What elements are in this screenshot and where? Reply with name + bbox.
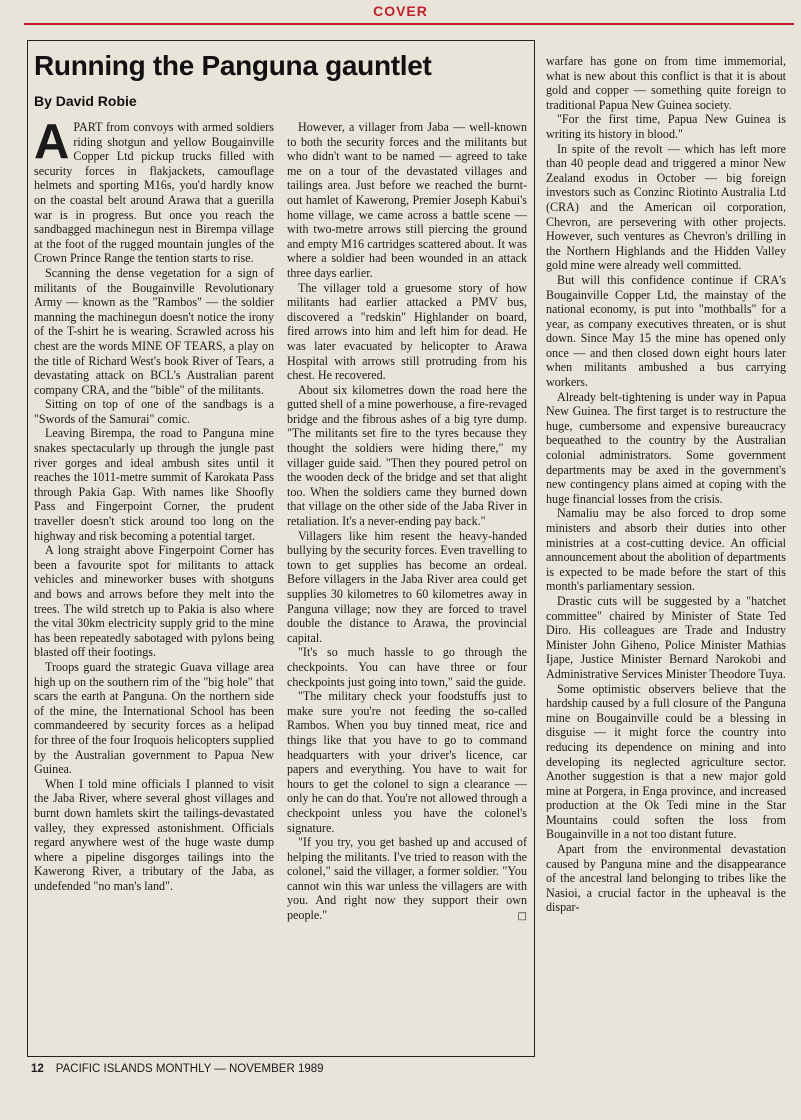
article-column-2 [287,120,527,925]
paragraph: However, a villager from Jaba — well-known to both the security forces and the militants but who didn't want to be named — agreed to take me on a tour of the devastated villages and tailings area. Just before we reached the burnt-out hamlet of Kawerong, Premier Joseph Kabui's home village, we came across a battle scene — with two-metre arrows still piercing the ground and empty M16 cartridges scattered about. It was where a soldier had been wounded in an attack three days earlier. [287,120,527,280]
end-mark-icon: □ [517,911,527,923]
paragraph: "The military check your foodstuffs just to make sure you're not feeding the so-called Rambos. When you buy tinned meat, rice and things like that you have to go to command headquarters with your driver's licence, car papers and everything. You have to wait for hours to get the colonel to sign a clearance — only he can do that. You're not allowed through a checkpoint unless you have the colonel's signature. [287,689,527,835]
top-rule [24,23,794,25]
byline: By David Robie [34,93,137,109]
article-column-3 [546,54,786,915]
section-label: COVER [373,3,428,19]
paragraph: Already belt-tightening is under way in Papua New Guinea. The first target is to restructure the huge, cumbersome and expensive bureaucracy bequeathed to the country by the Australian colonial administrators. Some government departments may be axed in the government's new contingency plans aimed at coping with the huge financial losses from the crisis. [546,389,786,506]
article-column-1 [34,115,274,893]
paragraph: Scanning the dense vegetation for a sign of militants of the Bougainville Revolutionary Army — known as the "Rambos" — the soldier manning the machinegun doesn't notice the irony of the T-shirt he is wearing. Scrawled across his chest are the words MINE OF TEARS, a play on the title of Richard West's book River of Tears, a devastating attack on BCL's Australian parent company CRA, and the "bible" of the militants. [34,265,274,397]
paragraph: Troops guard the strategic Guava village area high up on the southern rim of the "big hole" that scars the earth at Panguna. On the northern side of the mine, the International School has been commandeered by security forces as a helipad for three of the four Iroquois helicopters supplied by the Australian government to Papua New Guinea. [34,659,274,777]
paragraph: About six kilometres down the road here the gutted shell of a mine powerhouse, a fire-revaged bridge and the fibrous ashes of a big tyre dump. "The militants set fire to the tyres because they thought the soldiers were hiding there," my villager guide said. "Then they poured petrol on the wooden deck of the bridge and set that alight too. When the soldiers came they burned down that village on the other side of the Jaba River in retaliation. It's a never-ending pay back." [287,382,527,529]
paragraph: The villager told a gruesome story of how militants had earlier attacked a PMV bus, discovered a "redskin" Highlander on board, fired arrows into him and left him for dead. He was later evacuated by helicopter to Arawa Hospital with arrows still protruding from his chest. He recovered. [287,280,527,383]
paragraph: Leaving Birempa, the road to Panguna mine snakes spectacularly up through the jungle past river gorges and ideal ambush sites until it reaches the 1011-metre summit of Karokata Pass through Pakia Gap. With names like Shoofly Pass and Fingerpoint Corner, the prudent traveller doesn't stick around too long on the highway and risk becoming a potential target. [34,426,274,543]
paragraph: Sitting on top of one of the sandbags is a "Swords of the Samurai" comic. [34,397,274,426]
article-headline: Running the Panguna gauntlet [34,50,432,81]
paragraph: "It's so much hassle to go through the checkpoints. You can have three or four checkpoints just going into town," said the guide. [287,645,527,689]
paragraph: warfare has gone on from time immemorial, what is new about this conflict is that it is about gold and copper — something quite foreign to traditional Papua New Guinea society. [546,54,786,112]
page-footer [31,1063,324,1075]
paragraph: A long straight above Fingerpoint Corner has been a favourite spot for militants to attack vehicles and mineworker buses with shotguns and bows and arrows before they melt into the trees. The wild stretch up to Pakia is also where the vital 30km electricity supply grid to the mine has been repeatedly sabotaged with pylons being blasted off their footings. [34,543,274,660]
paragraph: Namaliu may be also forced to drop some ministers and absorb their duties into other ministries at a cost-cutting device. An official announcement about the abolition of departments is expected to be made before the start of this month's parliamentary session. [546,506,786,594]
paragraph: "If you try, you get bashed up and accused of helping the militants. I've tried to reason with the colonel," said the villager, a former soldier. "You cannot win this war unless the villagers are with you. And right now they support their own people." □ [287,835,527,923]
paragraph: Drastic cuts will be suggested by a "hatchet committee" chaired by Minister of State Ted Diro. His colleagues are Trade and Industry Minister John Giheno, Police Minister Mathias Ijape, Justice Minister Bernard Narokobi and Administrative Services Minister Theodore Tuya. [546,593,786,681]
paragraph: But will this confidence continue if CRA's Bougainville Copper Ltd, the mainstay of the national economy, is put into "mothballs" for a year, as company executives threaten, or is shut down. Since May 15 the mine has opened only once — and then closed down eight hours later when militants ambushed a bus carrying workers. [546,272,786,390]
page-number: 12 [31,1063,44,1075]
drop-cap: A [34,115,70,169]
paragraph: APART from convoys with armed soldiers riding shotgun and yellow Bougainville Copper Ltd pickup trucks filled with security forces in flakjackets, camouflage helmets and sporting M16s, you'd hardly know on the coastal belt around Arawa that a guerilla war is in progress. But once you reach the sandbagged machinegun nest in Birempa village at the foot of the rugged mountain jungles of the Crown Prince Range the tention starts to rise. [34,115,274,266]
paragraph: Villagers like him resent the heavy-handed bullying by the security forces. Even travelling to town to get supplies has become an ordeal. Before villagers in the Jaba River area could get supplies 30 kilometres to 60 kilometres away in Panguna village; now they are forced to travel double the distance to Arawa, the provincial capital. [287,528,527,645]
publication-line: PACIFIC ISLANDS MONTHLY — NOVEMBER 1989 [55,1063,324,1075]
paragraph: "For the first time, Papua New Guinea is writing its history in blood." [546,112,786,141]
paragraph: Apart from the environmental devastation caused by Panguna mine and the disappearance of the ancestral land belonging to tribes like the Nasioi, a crucial factor in the upheaval is the dispar- [546,842,786,915]
paragraph: Some optimistic observers believe that the hardship caused by a full closure of the Panguna mine on Bougainville could be a blessing in disguise — it might force the country into reducing its dependence on mining and into developing its neglected agriculture sector. Another suggestion is that a new major gold mine at Porgera, in Enga province, and increased production at the Ok Tedi mine in the Star Mountains could soften the loss from Bougainville in a not too distant future. [546,681,786,842]
paragraph: In spite of the revolt — which has left more than 40 people dead and triggered a minor New Zealand exodus in October — big foreign investors such as Conzinc Riotinto Australia Ltd (CRA) and the American oil corporation, Chevron, are persevering with other projects. However, such ventures as Chevron's drilling in the Northern Highlands and the Hidden Valley gold mine were already well committed. [546,141,786,273]
paragraph: When I told mine officials I planned to visit the Jaba River, where several ghost villages and burnt down hamlets skirt the tailings-devastated valley, they expressed astonishment. Officials regard anywhere west of the huge waste dump where a pipeline disgorges tailings into the Kawerong River, a tributary of the Jaba, as undefended "no man's land". [34,776,274,893]
